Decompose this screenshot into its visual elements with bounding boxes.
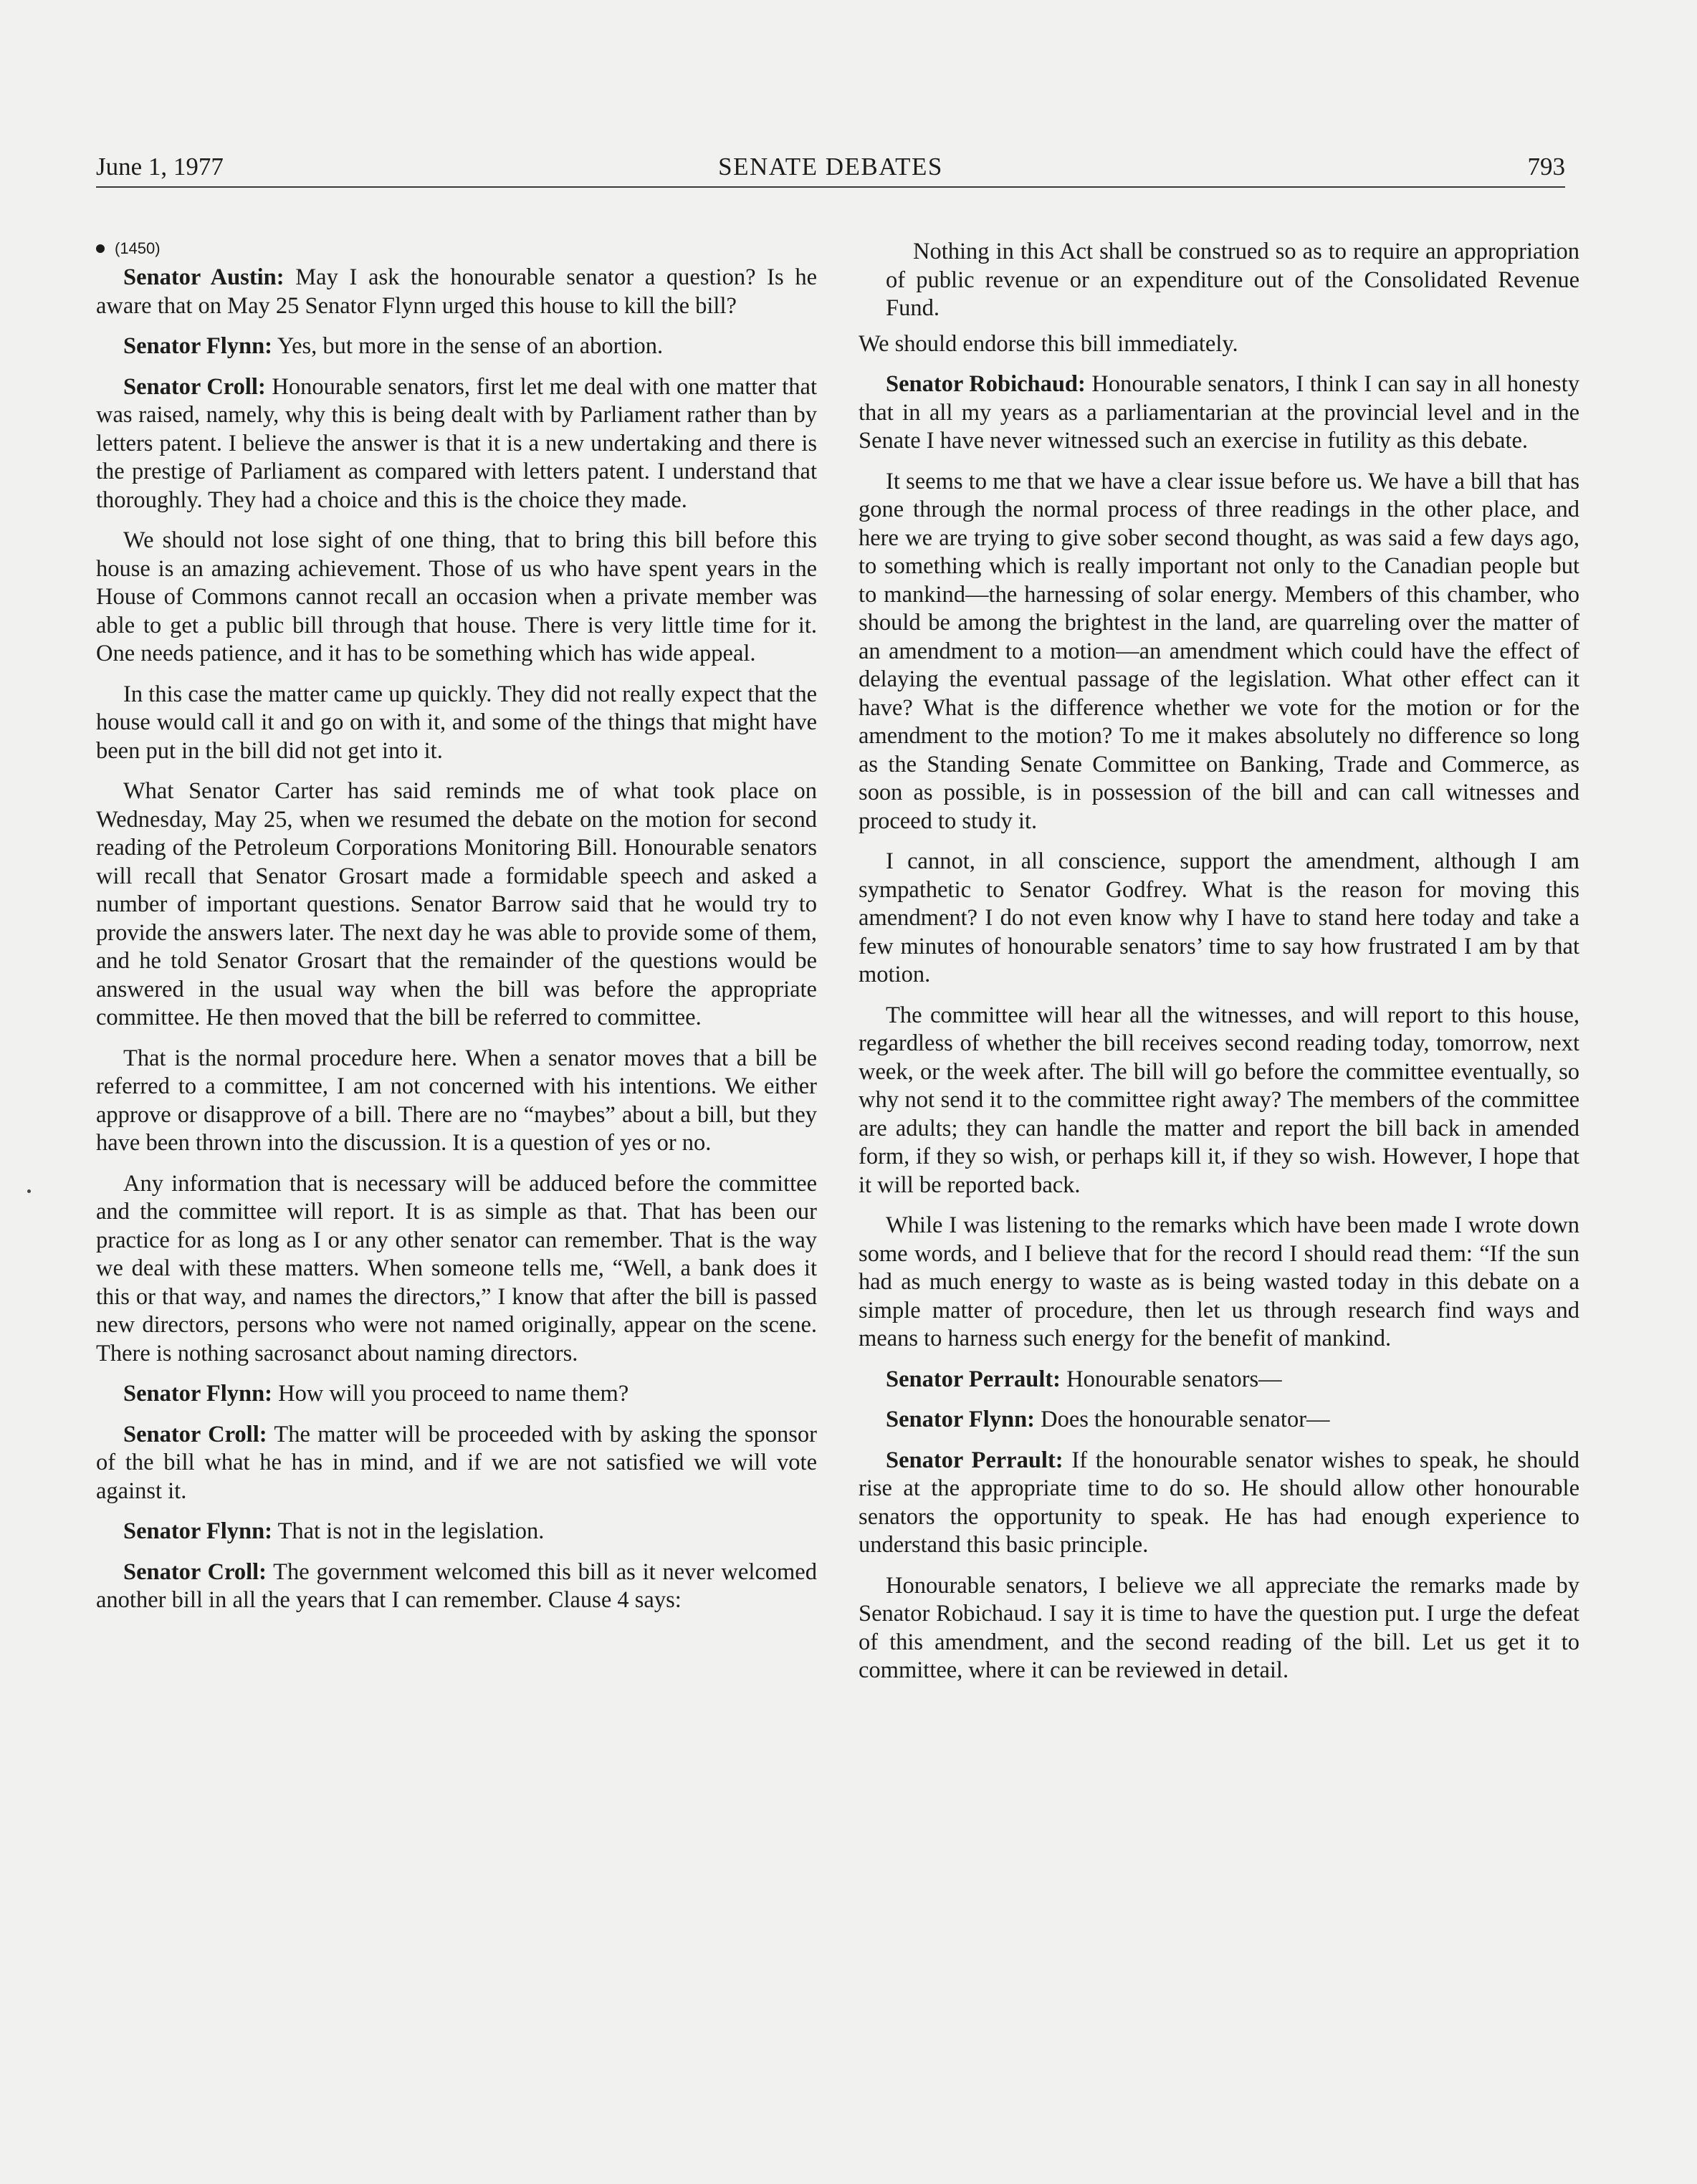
paragraph (96, 264, 817, 320)
block-quote (859, 238, 1579, 323)
speaker-name: Senator Flynn: (123, 1518, 272, 1544)
speaker-name: Senator Flynn: (123, 1381, 272, 1407)
speech-text: May I ask the honourable senator a question? Is he aware that on May 25 Senator Flynn urged this house to kill the bill? (96, 264, 817, 319)
paragraph (96, 1421, 817, 1506)
paragraph (96, 332, 817, 361)
speaker-name: Senator Perrault: (886, 1366, 1061, 1392)
header-date: June 1, 1977 (96, 153, 224, 181)
scan-speck (27, 1189, 31, 1193)
speech-text: That is not in the legislation. (272, 1518, 545, 1544)
speaker-name: Senator Robichaud: (886, 371, 1086, 397)
left-column (96, 238, 817, 1627)
speech-text: If the honourable senator wishes to speak, he should rise at the appropriate time to do so. He should allow other honourable senators the opportunity to speak. He has had enough experience to understand this basic principle. (859, 1447, 1579, 1558)
time-marker-text: (1450) (115, 239, 161, 257)
header-rule (96, 186, 1565, 188)
bullet-icon (96, 244, 105, 253)
speech-text: Honourable senators— (1061, 1366, 1282, 1392)
speech-text: Does the honourable senator— (1034, 1407, 1330, 1432)
right-column (859, 238, 1579, 1697)
paragraph (859, 1406, 1579, 1435)
running-header (96, 149, 1565, 185)
speaker-name: Senator Croll: (123, 1421, 267, 1447)
quote-text: Nothing in this Act shall be construed so as to require an appropriation of public revenue or an expenditure out of the Consolidated Revenue Fund. (886, 239, 1579, 321)
speech-text: Yes, but more in the sense of an abortion. (272, 333, 664, 359)
paragraph (96, 1380, 817, 1409)
header-title: SENATE DEBATES (718, 153, 943, 181)
paragraph: Honourable senators, I believe we all appreciate the remarks made by Senator Robichaud. I say it is time to have the question put. I urge the defeat of this amendment, and the second reading of the bill. Let us get it to committee, where it can be reviewed in detail. (859, 1572, 1579, 1683)
speaker-name: Senator Austin: (123, 264, 285, 290)
paragraph: I cannot, in all conscience, support the amendment, although I am sympathetic to Senator Godfrey. What is the reason for moving this amendment? I do not even know why I have to stand here today and take a few minutes of honourable senators’ time to say how frustrated I am by that motion. (859, 848, 1579, 987)
speech-text: Honourable senators, I think I can say in all honesty that in all my years as a parliamentarian at the provincial level and in the Senate I have never witnessed such an exercise in futility as this debate. (859, 371, 1579, 454)
paragraph (96, 373, 817, 515)
paragraph: In this case the matter came up quickly. They did not really expect that the house would call it and go on with it, and some of the things that might have been put in the bill did not get into it. (96, 681, 817, 764)
paragraph (859, 1447, 1579, 1560)
paragraph (859, 1366, 1579, 1394)
time-marker (96, 238, 817, 259)
paragraph (859, 370, 1579, 456)
paragraph: While I was listening to the remarks which have been made I wrote down some words, and I believe that for the record I should read them: “If the sun had as much energy to waste as is being wasted today in this debate on a simple matter of procedure, then let us through research find ways and means to harness such energy for the benefit of mankind. (859, 1212, 1579, 1351)
speaker-name: Senator Croll: (123, 1558, 267, 1585)
paragraph: It seems to me that we have a clear issue before us. We have a bill that has gone through the normal process of three readings in the other place, and here we are trying to give sober second thought, as was said a few days ago, to something which is really important not only to the Canadian people but to mankind—the harnessing of solar energy. Members of this chamber, who should be among the brightest in the land, are quarreling over the matter of an amendment to a motion—an amendment which could have the effect of delaying the eventual passage of the legislation. What other effect can it have? What is the difference whether we vote for the motion or for the amendment to the motion? To me it makes absolutely no difference so long as the Standing Senate Committee on Banking, Trade and Commerce, as soon as possible, is in possession of the bill and can call witnesses and proceed to study it. (859, 468, 1579, 834)
paragraph: We should not lose sight of one thing, that to bring this bill before this house is an amazing achievement. Those of us who have spent years in the House of Commons cannot recall an occasion when a private member was able to get a public bill through that house. There is very little time for it. One needs patience, and it has to be something which has wide appeal. (96, 527, 817, 666)
speech-text: How will you proceed to name them? (272, 1381, 629, 1407)
speaker-name: Senator Croll: (123, 373, 266, 400)
speaker-name: Senator Perrault: (886, 1447, 1063, 1473)
speech-text: The government welcomed this bill as it never welcomed another bill in all the years that I can remember. Clause 4 says: (96, 1558, 817, 1613)
speech-text: Honourable senators, first let me deal with one matter that was raised, namely, why this is being dealt with by Parliament rather than by letters patent. I believe the answer is that it is a new undertaking and there is the prestige of Parliament as compared with letters patent. I understand that thoroughly. They had a choice and this is the choice they made. (96, 373, 817, 513)
paragraph: Any information that is necessary will be adduced before the committee and the committee will report. It is as simple as that. That has been our practice for as long as I or any other senator can remember. That is the way we deal with these matters. When someone tells me, “Well, a bank does it this or that way, and names the directors,” I know that after the bill is passed new directors, persons who were not named originally, appear on the scene. There is nothing sacrosanct about naming directors. (96, 1170, 817, 1366)
paragraph: That is the normal procedure here. When a senator moves that a bill be referred to a committee, I am not concerned with his intentions. We either approve or disapprove of a bill. There are no “maybes” about a bill, but they have been thrown into the discussion. It is a question of yes or no. (96, 1045, 817, 1156)
paragraph (96, 1558, 817, 1615)
paragraph: We should endorse this bill immediately. (859, 330, 1238, 357)
paragraph: The committee will hear all the witnesses, and will report to this house, regardless of whether the bill receives second reading today, tomorrow, next week, or the week after. The bill will go before the committee eventually, so why not send it to the committee right away? The members of the committee are adults; they can handle the matter and report the bill back in amended form, if they so wish, or perhaps kill it, if they so wish. However, I hope that it will be reported back. (859, 1002, 1579, 1198)
speech-text: The matter will be proceeded with by asking the sponsor of the bill what he has in mind, and if we are not satisfied we will vote against it. (96, 1421, 817, 1504)
page-number: 793 (1527, 153, 1565, 181)
speaker-name: Senator Flynn: (123, 333, 272, 359)
paragraph (96, 1518, 817, 1546)
speaker-name: Senator Flynn: (886, 1407, 1035, 1432)
paragraph: What Senator Carter has said reminds me of what took place on Wednesday, May 25, when we resumed the debate on the motion for second reading of the Petroleum Corporations Monitoring Bill. Honourable senators will recall that Senator Grosart made a formidable speech and asked a number of important questions. Senator Barrow said that he would try to provide the answers later. The next day he was able to provide some of them, and he told Senator Grosart that the remainder of the questions would be answered in the usual way when the bill was before the appropriate committee. He then moved that the bill be referred to committee. (96, 778, 817, 1030)
